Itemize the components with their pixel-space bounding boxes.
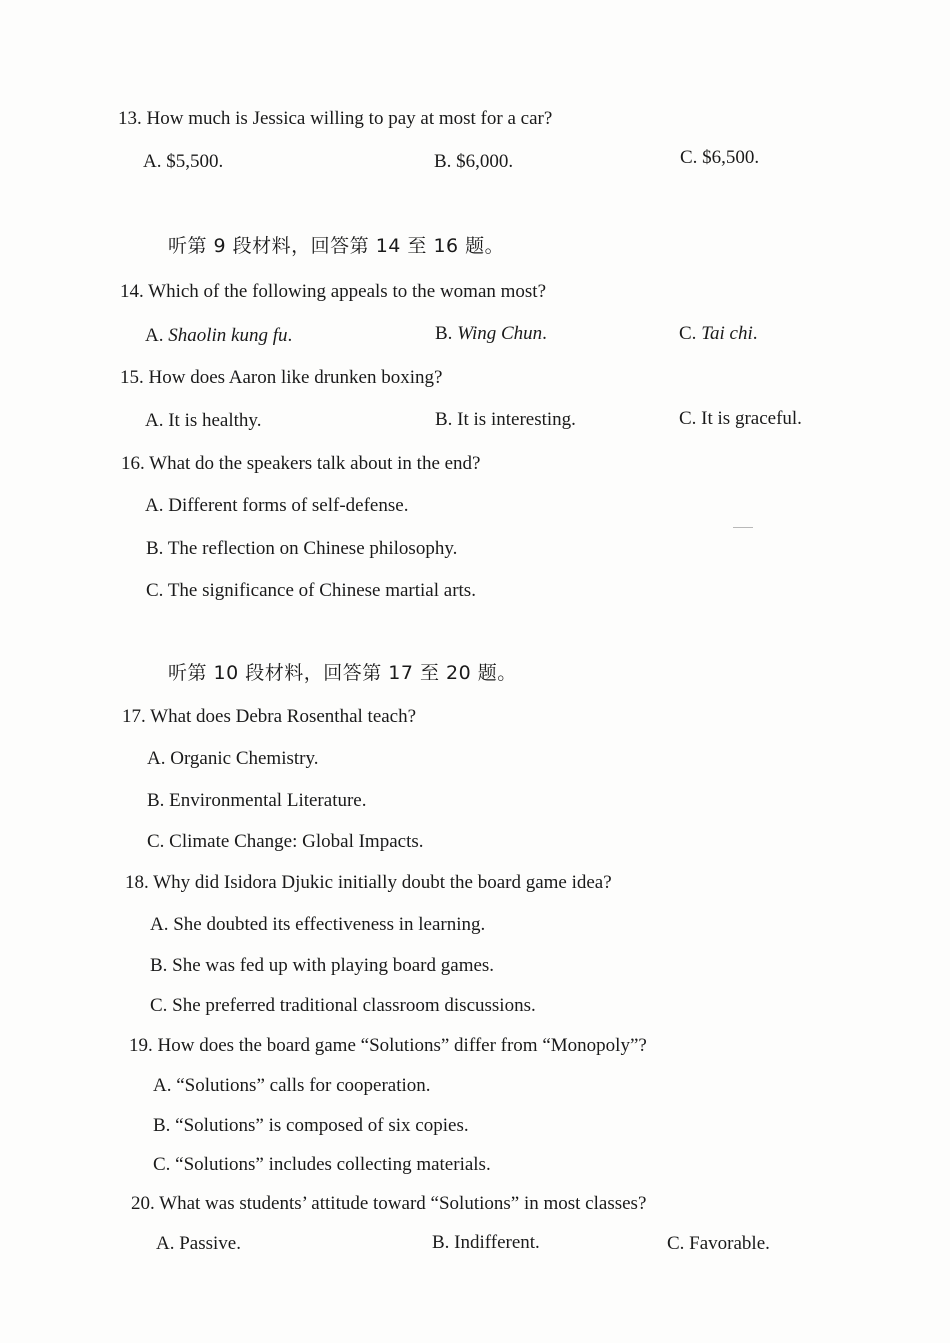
q14-option-c-letter: C. — [679, 323, 702, 344]
q15-option-c: C. It is graceful. — [679, 408, 802, 429]
q19-option-c: C. “Solutions” includes collecting materials. — [153, 1154, 491, 1175]
question-19: 19. How does the board game “Solutions” differ from “Monopoly”? — [129, 1035, 647, 1056]
q18-option-c: C. She preferred traditional classroom discussions. — [150, 995, 536, 1016]
section-heading-9: 听第 9 段材料，回答第 14 至 16 题。 — [168, 235, 505, 257]
q17-option-a: A. Organic Chemistry. — [147, 748, 319, 769]
q17-option-c: C. Climate Change: Global Impacts. — [147, 831, 424, 852]
q18-option-b: B. She was fed up with playing board games. — [150, 955, 495, 976]
q20-option-b: B. Indifferent. — [432, 1232, 540, 1253]
q18-option-a: A. She doubted its effectiveness in learning. — [150, 914, 486, 935]
q14-option-b-text: Wing Chun — [457, 323, 543, 344]
q16-option-c: C. The significance of Chinese martial arts. — [146, 580, 476, 601]
q19-option-b: B. “Solutions” is composed of six copies. — [153, 1115, 469, 1136]
q15-option-a: A. It is healthy. — [145, 410, 262, 431]
q20-option-a: A. Passive. — [156, 1233, 241, 1254]
q20-option-c: C. Favorable. — [667, 1233, 770, 1254]
q14-option-b: B. Wing Chun. — [435, 323, 547, 344]
question-13: 13. How much is Jessica willing to pay at most for a car? — [118, 108, 553, 129]
q14-option-c-text: Tai chi — [701, 323, 753, 344]
q15-option-b: B. It is interesting. — [435, 409, 576, 430]
question-15: 15. How does Aaron like drunken boxing? — [120, 367, 443, 388]
section-heading-10: 听第 10 段材料，回答第 17 至 20 题。 — [168, 662, 517, 684]
q17-option-b: B. Environmental Literature. — [147, 790, 367, 811]
q14-option-a-text: Shaolin kung fu — [168, 325, 288, 346]
question-14: 14. Which of the following appeals to the woman most? — [120, 281, 547, 302]
question-16: 16. What do the speakers talk about in the end? — [121, 453, 481, 474]
q16-option-b: B. The reflection on Chinese philosophy. — [146, 538, 458, 559]
q19-option-a: A. “Solutions” calls for cooperation. — [153, 1075, 431, 1096]
q14-option-a: A. Shaolin kung fu. — [145, 325, 293, 346]
q14-option-b-letter: B. — [435, 323, 458, 344]
q13-option-b: B. $6,000. — [434, 151, 514, 172]
question-17: 17. What does Debra Rosenthal teach? — [122, 706, 417, 727]
question-18: 18. Why did Isidora Djukic initially doubt the board game idea? — [125, 872, 612, 893]
q13-option-c: C. $6,500. — [680, 147, 760, 168]
scan-smudge — [733, 527, 753, 528]
question-20: 20. What was students’ attitude toward “Solutions” in most classes? — [131, 1193, 647, 1214]
q14-option-c: C. Tai chi. — [679, 323, 758, 344]
q14-option-a-letter: A. — [145, 325, 169, 346]
q16-option-a: A. Different forms of self-defense. — [145, 495, 409, 516]
q13-option-a: A. $5,500. — [143, 151, 224, 172]
